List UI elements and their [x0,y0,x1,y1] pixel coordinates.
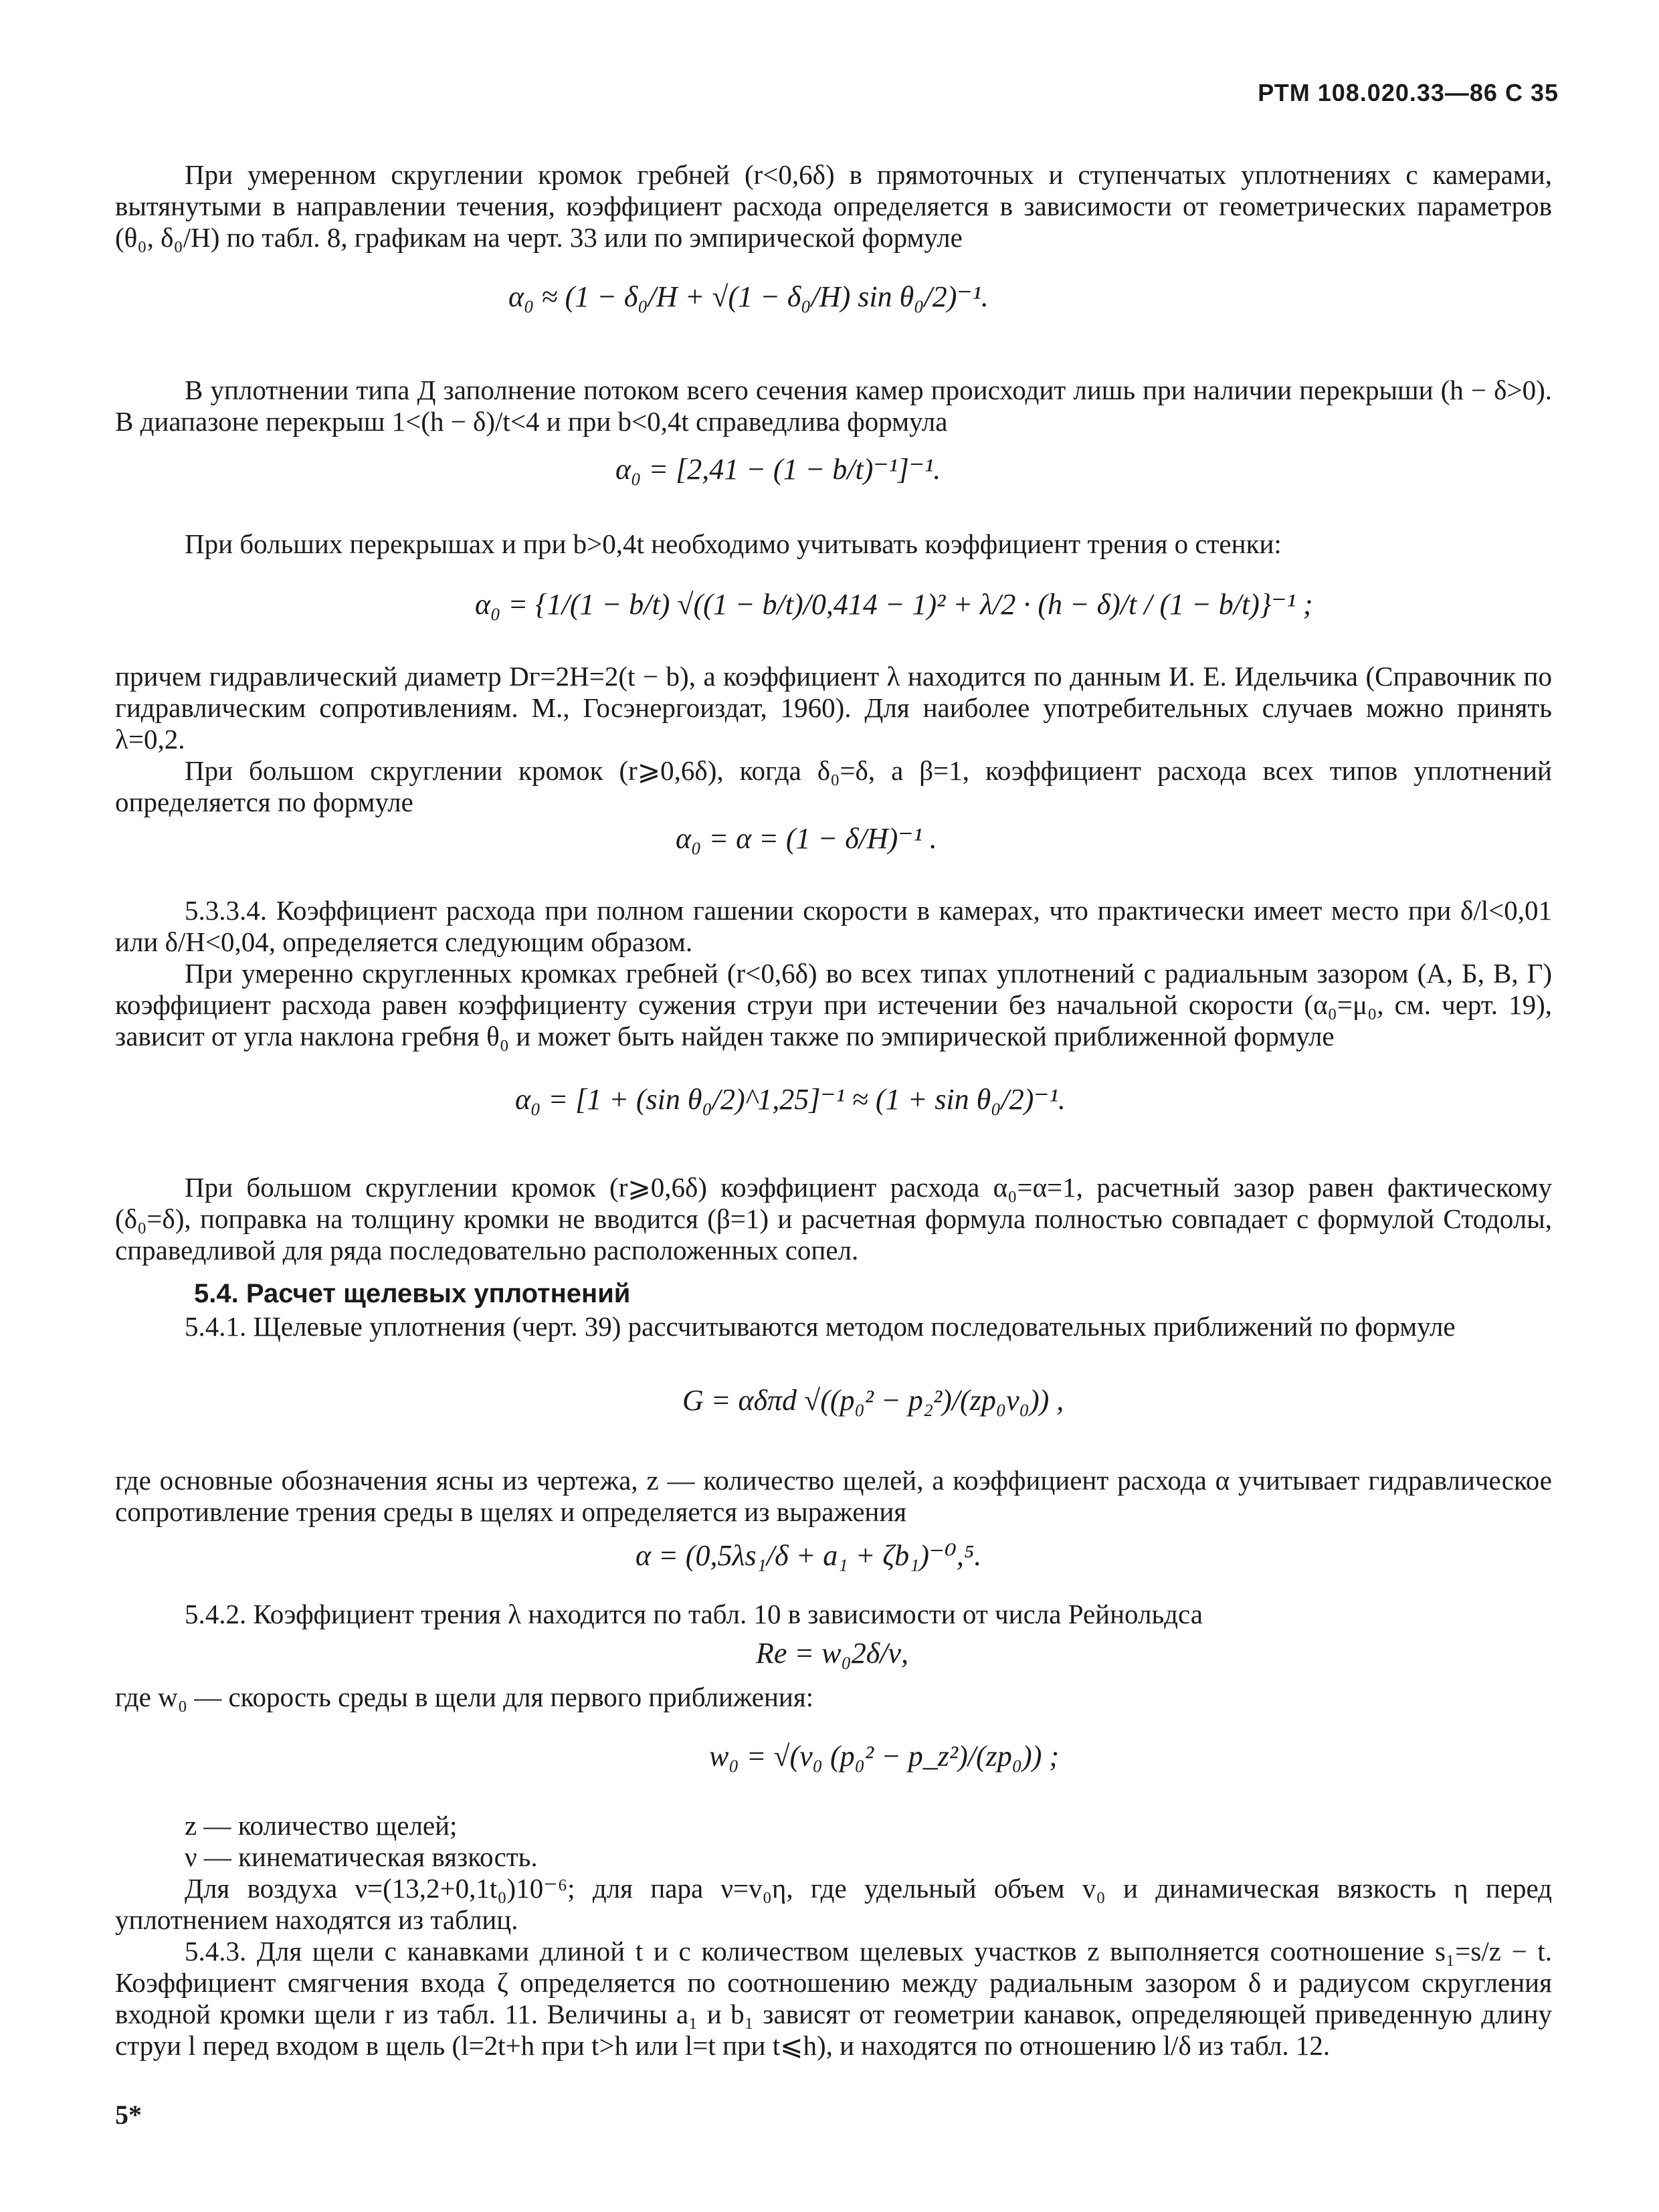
paragraph-6 [115,1172,1552,1266]
paragraph-3 [115,528,1552,560]
paragraph-text: ν — кинематическая вязкость. [185,1841,538,1872]
paragraph-11 [115,1810,1552,2062]
paragraph-text: 5.4.1. Щелевые уплотнения (черт. 39) рассчитываются методом последовательных приближений по формуле [185,1311,1456,1342]
formula-4: α₀ = α = (1 − δ/H)⁻¹ . [676,822,937,855]
paragraph-8 [115,1465,1552,1528]
formula-6: G = αδπd √((p₀² − p₂²)/(zp₀v₀)) , [682,1384,1064,1417]
paragraph-7 [115,1311,1552,1342]
paragraph-10 [115,1682,1552,1713]
formula-8: Re = w₀2δ/ν, [756,1637,908,1670]
page-header: РТМ 108.020.33—86 С 35 [1258,79,1559,106]
paragraph-text: В уплотнении типа Д заполнение потоком всего сечения камер происходит лишь при наличии перекрыши (h − δ>0). В диапазоне перекрыш 1<(h − δ)/t<4 и при b<0,4t справедлива формула [115,375,1552,437]
formula-9: w₀ = √(v₀ (p₀² − p_z²)/(zp₀)) ; [709,1740,1060,1773]
paragraph-5 [115,895,1552,1052]
paragraph-text: При большом скруглении кромок (r⩾0,6δ), когда δ₀=δ, а β=1, коэффициент расхода всех типов уплотнений определяется по формуле [115,755,1552,817]
paragraph-text: 5.4.3. Для щели с канавками длиной t и с количеством щелевых участков z выполняется соотношение s₁=s/z − t. Коэффициент смягчения входа ζ определяется по соотношению между радиальным зазором δ и радиусом скругления входной кромки щели r из табл. 11. Величины a₁ и b₁ зависят от геометрии канавок, определяющей приведенную длину струи l перед входом в щель (l=2t+h при t>h или l=t при t⩽h), и находятся по отношению l/δ из табл. 12. [115,1936,1552,2061]
page-footer-mark: 5* [115,2100,142,2130]
paragraph-text: При умеренно скругленных кромках гребней (r<0,6δ) во всех типах уплотнений с радиальным зазором (А, Б, В, Г) коэффициент расхода равен коэффициенту сужения струи при истечении без начальной скорости (α₀=μ₀, см. черт. 19), зависит от угла наклона гребня θ₀ и может быть найден также по эмпирической приближенной формуле [115,958,1552,1051]
paragraph-text: z — количество щелей; [185,1810,458,1841]
paragraph-text: При больших перекрышах и при b>0,4t необходимо учитывать коэффициент трения о стенки: [185,528,1282,559]
formula-3: α₀ = {1/(1 − b/t) √((1 − b/t)/0,414 − 1)² + λ/2 · (h − δ)/t / (1 − b/t)}⁻¹ ; [475,588,1313,621]
paragraph-2 [115,375,1552,437]
formula-1: α₀ ≈ (1 − δ₀/H + √(1 − δ₀/H) sin θ₀/2)⁻¹. [508,280,989,313]
paragraph-4 [115,661,1552,818]
formula-7: α = (0,5λs₁/δ + a₁ + ζb₁)⁻⁰,⁵. [636,1539,982,1572]
paragraph-text: При умеренном скруглении кромок гребней (r<0,6δ) в прямоточных и ступенчатых уплотнениях с камерами, вытянутыми в направлении течения, коэффициент расхода определяется в зависимости от геометрических параметров (θ₀, δ₀/H) по табл. 8, графикам на черт. 33 или по эмпирической формуле [115,159,1552,253]
paragraph-text: Для воздуха ν=(13,2+0,1t₀)10⁻⁶; для пара ν=v₀η, где удельный объем v₀ и динамическая вязкость η перед уплотнением находятся из таблиц. [115,1873,1552,1935]
paragraph-text: где w₀ — скорость среды в щели для первого приближения: [115,1682,814,1712]
paragraph-text: причем гидравлический диаметр Dг=2H=2(t − b), а коэффициент λ находится по данным И. Е. Идельчика (Справочник по гидравлическим сопротивлениям. М., Госэнергоиздат, 1960). Для наиболее употребительных случаев можно принять λ=0,2. [115,661,1552,755]
paragraph-1 [115,159,1552,254]
paragraph-text: 5.3.3.4. Коэффициент расхода при полном гашении скорости в камерах, что практически имеет место при δ/l<0,01 или δ/H<0,04, определяется следующим образом. [115,895,1552,957]
formula-5: α₀ = [1 + (sin θ₀/2)^1,25]⁻¹ ≈ (1 + sin θ₀/2)⁻¹. [515,1083,1066,1116]
paragraph-text: При большом скруглении кромок (r⩾0,6δ) коэффициент расхода α₀=α=1, расчетный зазор равен фактическому (δ₀=δ), поправка на толщину кромки не вводится (β=1) и расчетная формула полностью совпадает с формулой Стодолы, справедливой для ряда последовательно расположенных сопел. [115,1172,1552,1266]
section-heading: 5.4. Расчет щелевых уплотнений [194,1279,631,1308]
paragraph-9 [115,1599,1552,1630]
paragraph-text: 5.4.2. Коэффициент трения λ находится по табл. 10 в зависимости от числа Рейнольдса [185,1599,1203,1629]
paragraph-text: где основные обозначения ясны из чертежа, z — количество щелей, а коэффициент расхода α учитывает гидравлическое сопротивление трения среды в щелях и определяется из выражения [115,1465,1552,1527]
formula-2: α₀ = [2,41 − (1 − b/t)⁻¹]⁻¹. [615,453,941,486]
